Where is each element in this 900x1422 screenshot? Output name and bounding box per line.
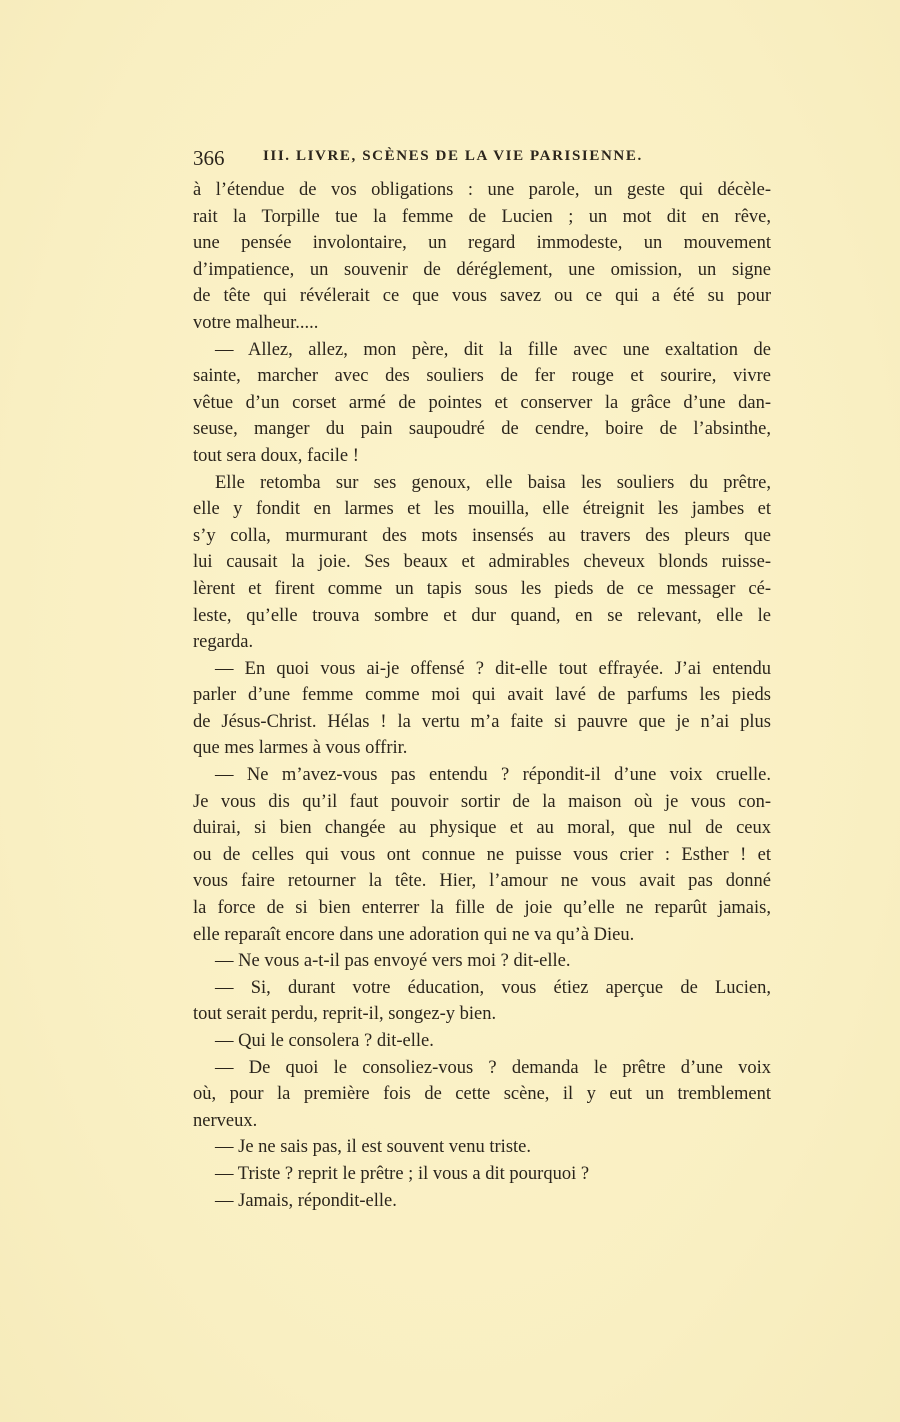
text-line: une pensée involontaire, un regard immodeste, un mouvement — [193, 233, 771, 254]
text-line: elle reparaît encore dans une adoration qui ne va qu’à Dieu. — [193, 924, 635, 945]
text-line: nerveux. — [193, 1110, 258, 1131]
text-line: — Ne m’avez-vous pas entendu ? répondit-il d’une voix cruelle. — [215, 765, 771, 786]
text-line: regarda. — [193, 632, 254, 653]
text-line: elle y fondit en larmes et les mouilla, elle étreignit les jambes et — [193, 499, 771, 520]
text-line: — Jamais, répondit-elle. — [215, 1190, 397, 1211]
text-line: Elle retomba sur ses genoux, elle baisa les souliers du prêtre, — [215, 472, 771, 493]
text-line: lui causait la joie. Ses beaux et admirables cheveux blonds ruisse- — [193, 552, 771, 573]
text-line: Je vous dis qu’il faut pouvoir sortir de la maison où je vous con- — [193, 791, 771, 812]
text-line: — Triste ? reprit le prêtre ; il vous a dit pourquoi ? — [215, 1163, 590, 1184]
text-line: vous faire retourner la tête. Hier, l’amour ne vous avait pas donné — [193, 871, 771, 892]
running-title: III. LIVRE, SCÈNES DE LA VIE PARISIENNE. — [263, 148, 643, 164]
text-line: — En quoi vous ai-je offensé ? dit-elle tout effrayée. J’ai entendu — [215, 658, 771, 679]
page-header — [193, 146, 693, 172]
text-line: — Si, durant votre éducation, vous étiez aperçue de Lucien, — [215, 977, 771, 998]
text-line: à l’étendue de vos obligations : une parole, un geste qui décèle- — [193, 180, 771, 200]
text-line: votre malheur..... — [193, 312, 319, 333]
text-line: — Qui le consolera ? dit-elle. — [215, 1031, 434, 1051]
text-line: — De quoi le consoliez-vous ? demanda le prêtre d’une voix — [215, 1057, 771, 1078]
text-line: s’y colla, murmurant des mots insensés au travers des pleurs que — [193, 525, 771, 546]
text-line: tout sera doux, facile ! — [193, 445, 359, 466]
text-line: leste, qu’elle trouva sombre et dur quand, en se relevant, elle le — [193, 605, 771, 626]
text-line: — Je ne sais pas, il est souvent venu triste. — [215, 1137, 531, 1158]
body-text — [193, 177, 771, 1214]
text-line: parler d’une femme comme moi qui avait lavé de parfums les pieds — [193, 685, 771, 706]
text-line: d’impatience, un souvenir de déréglement, une omission, un signe — [193, 259, 771, 280]
text-line: la force de si bien enterrer la fille de joie qu’elle ne reparût jamais, — [193, 898, 771, 919]
text-line: ou de celles qui vous ont connue ne puisse vous crier : Esther ! et — [193, 844, 771, 865]
text-line: — Ne vous a-t-il pas envoyé vers moi ? dit-elle. — [215, 951, 571, 972]
text-line: rait la Torpille tue la femme de Lucien ; un mot dit en rêve, — [193, 206, 771, 227]
text-line: tout serait perdu, reprit-il, songez-y bien. — [193, 1004, 497, 1025]
text-line: que mes larmes à vous offrir. — [193, 738, 408, 759]
text-line: — Allez, allez, mon père, dit la fille avec une exaltation de — [215, 339, 771, 360]
text-line: seuse, manger du pain saupoudré de cendre, boire de l’absinthe, — [193, 419, 771, 440]
text-line: vêtue d’un corset armé de pointes et conserver la grâce d’une dan- — [193, 392, 771, 413]
text-line: lèrent et firent comme un tapis sous les pieds de ce messager cé- — [193, 578, 771, 599]
text-line: de Jésus-Christ. Hélas ! la vertu m’a faite si pauvre que je n’ai plus — [193, 711, 771, 732]
text-line: où, pour la première fois de cette scène, il y eut un tremblement — [193, 1084, 771, 1105]
page-number: 366 — [193, 146, 225, 170]
text-line: duirai, si bien changée au physique et au moral, que nul de ceux — [193, 818, 771, 839]
text-line: de tête qui révélerait ce que vous savez ou ce qui a été su pour — [193, 286, 771, 307]
text-line: sainte, marcher avec des souliers de fer rouge et sourire, vivre — [193, 366, 771, 387]
